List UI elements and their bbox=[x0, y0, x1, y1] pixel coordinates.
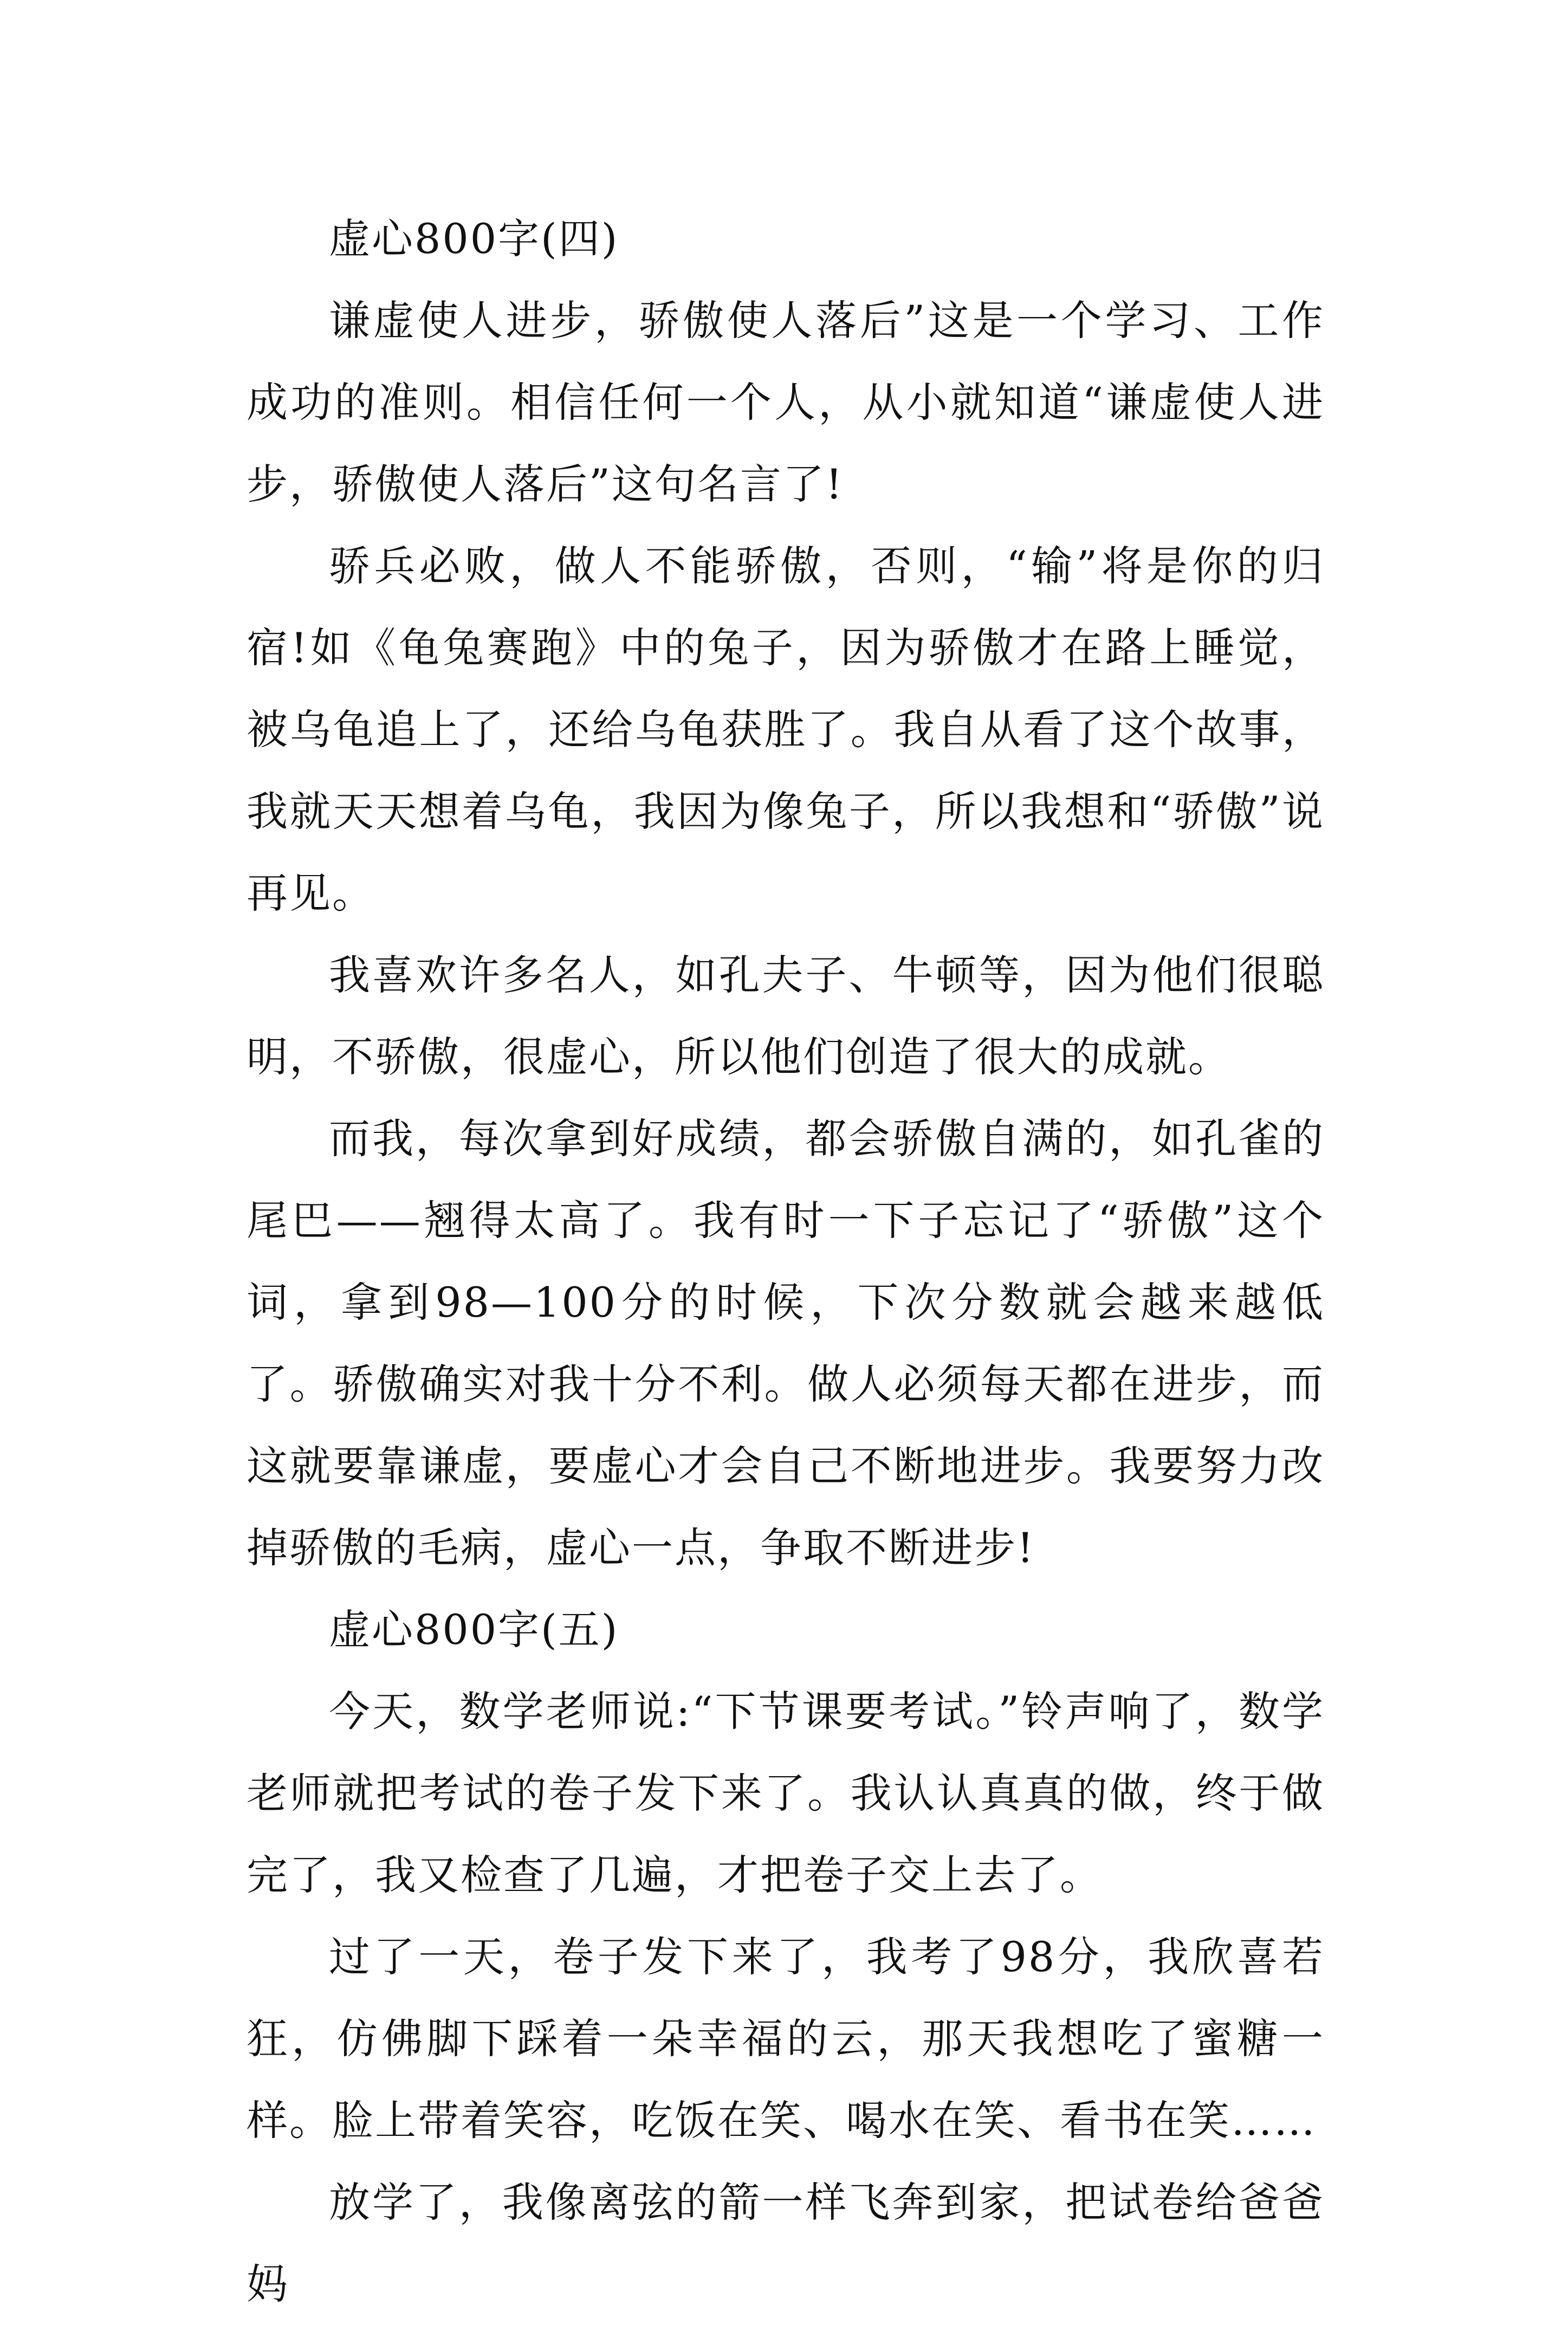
paragraph: 谦虚使人进步，骄傲使人落后”这是一个学习、工作成功的准则。相信任何一个人，从小就知道“谦虚使人进步，骄傲使人落后”这句名言了! bbox=[247, 296, 1325, 508]
document-body bbox=[247, 198, 1325, 2325]
paragraph: 而我，每次拿到好成绩，都会骄傲自满的，如孔雀的尾巴——翘得太高了。我有时一下子忘记了“骄傲”这个词，拿到98—100分的时候，下次分数就会越来越低了。骄傲确实对我十分不利。做人必须每天都在进步，而这就要靠谦虚，要虚心才会自己不断地进步。我要努力改掉骄傲的毛病，虚心一点，争取不断进步! bbox=[247, 1115, 1325, 1572]
paragraph: 今天，数学老师说:“下节课要考试。”铃声响了，数学老师就把考试的卷子发下来了。我认认真真的做，终于做完了，我又检查了几遍，才把卷子交上去了。 bbox=[247, 1687, 1325, 1899]
section-heading-4: 虚心800字(四) bbox=[329, 215, 619, 263]
paragraph: 骄兵必败，做人不能骄傲，否则，“输”将是你的归宿!如《龟兔赛跑》中的兔子，因为骄傲才在路上睡觉，被乌龟追上了，还给乌龟获胜了。我自从看了这个故事，我就天天想着乌龟，我因为像兔子，所以我想和“骄傲”说再见。 bbox=[247, 542, 1325, 917]
section-heading-5: 虚心800字(五) bbox=[329, 1605, 619, 1654]
paragraph: 我喜欢许多名人，如孔夫子、牛顿等，因为他们很聪明，不骄傲，很虚心，所以他们创造了很大的成就。 bbox=[247, 951, 1325, 1081]
paragraph: 放学了，我像离弦的箭一样飞奔到家，把试卷给爸爸妈 bbox=[247, 2178, 1325, 2308]
paragraph: 过了一天，卷子发下来了，我考了98分，我欣喜若狂，仿佛脚下踩着一朵幸福的云，那天我想吃了蜜糖一样。脸上带着笑容，吃饭在笑、喝水在笑、看书在笑…… bbox=[247, 1933, 1325, 2145]
